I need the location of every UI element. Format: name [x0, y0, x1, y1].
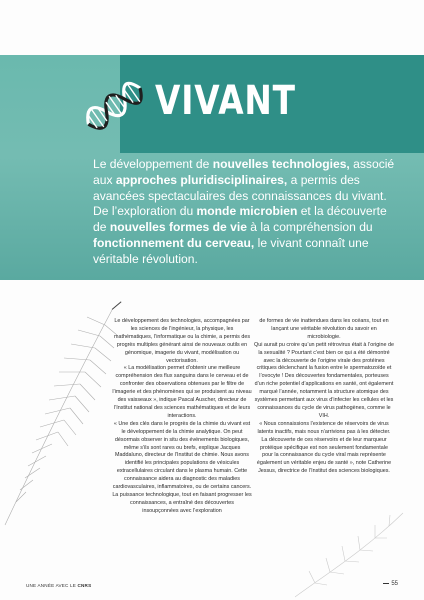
lead-segment: nouvelles technologies, — [212, 157, 350, 171]
body-paragraph: Qui aurait pu croire qu’un petit rétrovirus était à l’origine de la sexualité ? Pourtant c’est bien ce qui a été démontré avec la découverte de l’origine virale des protéines critiques déclenchant la fusion entre le spermatozoïde et l’ovocyte ! Des découvertes fondamentales, porteuses d’un riche potentiel d’applications en santé, ont également marqué l’année, notamment la structure atomique des systèmes permettant aux virus d’infecter les cellules et les connaissances du cycle de virus pathogènes, comme le VIH. — [254, 341, 394, 419]
lead-segment: et la découverte de — [93, 204, 387, 235]
page-number-value: 55 — [391, 581, 398, 587]
footer-publication — [26, 583, 91, 588]
page-title: VIVANT — [155, 78, 296, 124]
body-paragraph: « Nous connaissions l’existence de réservoirs de virus latents inactifs, mais nous n’arrivions pas à les détecter. La découverte de ces réservoirs et de leur marqueur protéique spécifique est non seulement fondamentale pour la connaissance du cycle viral mais représente également un véritable enjeu de santé », note Catherine Jessus, directrice de l’Institut des sciences biologiques. — [256, 420, 392, 475]
lead-segment: associé aux — [93, 157, 395, 187]
body-paragraph: La puissance technologique, tout en faisant progresser les connaissances, a entraîné des découvertes insoupçonnées avec l’exploration — [112, 491, 252, 514]
lead-segment: fonctionnement du cerveau, — [93, 235, 255, 250]
lead-segment: approches pluridisciplinaires, — [115, 172, 288, 187]
lead-segment: Le développement de — [93, 157, 213, 171]
body-paragraph: « Une des clés dans le progrès de la chimie du vivant est le développement de la chimie analytique. On peut désormais observer in situ des événements biologiques, même s’ils sont rares ou brefs, explique Jacques Maddaluno, directeur de l’Institut de chimie. Nous avons identifié les principales populations de vésicules extracellulaires circulant dans le plasma humain. Cette connaissance aidera au diagnostic des maladies cardiovasculaires, inflammatoires, ou de certains cancers. — [112, 420, 252, 491]
body-paragraph: Le développement des technologies, accompagnées par les sciences de l’ingénieur, la physique, les mathématiques, l’informatique ou la chimie, a permis des progrès multiples générant ainsi de nouveaux outils en génomique, imagerie du vivant, modélisation ou vectorisation. — [113, 318, 251, 364]
text-column-1 — [112, 318, 252, 516]
lead-segment: à la compréhension du — [246, 220, 373, 235]
footer-prefix: UNE ANNÉE AVEC LE — [26, 583, 78, 588]
footer-brand: CNRS — [77, 583, 92, 588]
lead-segment: nouvelles formes de vie — [109, 220, 247, 235]
body-paragraph: « La modélisation permet d’obtenir une meilleure compréhension des flux sanguins dans le cerveau et de confronter des observations obtenues par le filtre de l’imagerie et des phénomènes qui se produisent au niveau des vaisseaux », indique Pascal Auscher, directeur de l’Institut national des sciences mathématiques et de leurs interactions. — [112, 365, 252, 419]
lead-segment: monde microbien — [196, 204, 298, 219]
lead-segment: le vivant connaît une véritable révolution. — [93, 235, 369, 266]
dna-helix-icon — [78, 72, 148, 142]
body-paragraph: de formes de vie inattendues dans les océans, tout en lançant une véritable révolution du savoir en microbiologie. — [259, 318, 389, 340]
dash-icon — [383, 583, 389, 584]
lead-paragraph — [93, 157, 398, 268]
lead-segment: a permis des avancées spectaculaires des connaissances du vivant. De l’exploration du — [93, 172, 387, 219]
text-column-2 — [254, 318, 394, 476]
page-number — [383, 581, 398, 587]
fern-decoration — [0, 300, 120, 530]
